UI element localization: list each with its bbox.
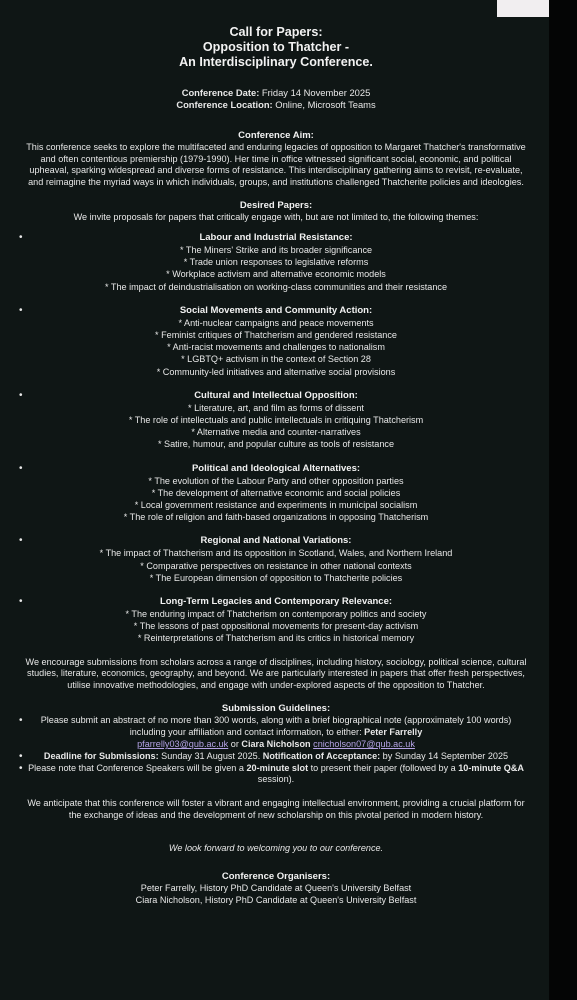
theme-item: * The Miners' Strike and its broader significance — [179, 244, 373, 255]
email-link-2[interactable]: cnicholson07@qub.ac.uk — [313, 739, 415, 750]
title-line-2: Opposition to Thatcher - — [202, 40, 350, 54]
organiser-name-1: Peter Farrelly — [364, 727, 423, 738]
theme-section — [19, 462, 530, 524]
theme-section — [19, 596, 530, 645]
theme-section — [19, 231, 530, 293]
notification-value: by Sunday 14 September 2025 — [380, 750, 509, 761]
qa-length: 10-minute Q&A — [458, 762, 524, 773]
date-value: Friday 14 November 2025 — [259, 87, 371, 98]
desired-section — [22, 200, 530, 224]
theme-item: * LGBTQ+ activism in the context of Section 28 — [181, 354, 371, 365]
organiser-line-2: Ciara Nicholson, History PhD Candidate at Queen's University Belfast — [135, 894, 417, 905]
theme-heading: Regional and National Variations: — [200, 535, 352, 547]
bullet: • — [19, 389, 23, 401]
theme-item: * Comparative perspectives on resistance in other national contexts — [140, 560, 412, 571]
guidelines-list — [19, 715, 530, 786]
themes-list — [19, 231, 530, 645]
theme-item: * Trade union responses to legislative reforms — [183, 257, 369, 268]
theme-item: * Feminist critiques of Thatcherism and gendered resistance — [155, 329, 397, 340]
bullet: • — [19, 462, 23, 474]
theme-item: * The enduring impact of Thatcherism on contemporary politics and society — [125, 609, 427, 620]
call-for-papers-document — [19, 25, 530, 906]
theme-heading: Cultural and Intellectual Opposition: — [194, 389, 358, 401]
theme-item: * Literature, art, and film as forms of dissent — [188, 402, 364, 413]
theme-item: * The development of alternative economic and social policies — [151, 487, 401, 498]
or-text: or — [228, 739, 242, 750]
theme-items — [22, 475, 530, 524]
theme-item: * The European dimension of opposition to Thatcherite policies — [149, 572, 403, 583]
deadline-label: Deadline for Submissions: — [43, 750, 159, 761]
conference-date — [22, 87, 530, 99]
guidelines-heading: Submission Guidelines: — [221, 703, 331, 715]
encourage-paragraph: We encourage submissions from scholars across a range of disciplines, including history, sociology, political science, cultural studies, literature, economics, geography, and beyond. We are particularly interested in papers that offer fresh perspectives, utilise innovative methodologies, and engage with under-explored aspects of the opposition to Thatcher. — [25, 656, 527, 690]
aim-text: This conference seeks to explore the multifaceted and enduring legacies of opposition to Margaret Thatcher's transformative and often contentious premiership (1979-1990). Her time in office witnessed significant social, economic, and political upheaval, sparking widespread and diverse forms of resistance. This interdisciplinary gathering aims to revisit, re-evaluate, and reimagine the myriad ways in which individuals, groups, and institutions challenged Thatcherite policies and ideologies. — [26, 142, 526, 187]
date-label: Conference Date: — [181, 87, 260, 98]
corner-patch — [497, 0, 549, 17]
closing-line — [22, 843, 530, 855]
bullet: • — [19, 304, 23, 316]
theme-section — [19, 535, 530, 584]
conference-location — [22, 99, 530, 111]
theme-item: * The role of intellectuals and public intellectuals in critiquing Thatcherism — [128, 415, 424, 425]
theme-item: * Community-led initiatives and alternative social provisions — [156, 366, 396, 377]
bullet: • — [19, 715, 23, 727]
conference-meta — [22, 87, 530, 111]
theme-item: * Anti-nuclear campaigns and peace movements — [178, 317, 374, 328]
theme-item: * The impact of Thatcherism and its opposition in Scotland, Wales, and Northern Ireland — [99, 548, 453, 559]
aim-section — [22, 130, 530, 188]
theme-item: * The role of religion and faith-based organizations in opposing Thatcherism — [123, 512, 429, 523]
location-value: Online, Microsoft Teams — [272, 99, 376, 110]
theme-item: * The evolution of the Labour Party and other opposition parties — [148, 475, 404, 486]
deadline-value: Sunday 31 August 2025. — [158, 750, 263, 761]
theme-item: * Alternative media and counter-narratives — [191, 427, 361, 438]
organiser-name-2: Ciara Nicholson — [241, 739, 311, 750]
theme-item: * Workplace activism and alternative economic models — [166, 269, 386, 280]
theme-item: * Reinterpretations of Thatcherism and its critics in historical memory — [137, 633, 415, 644]
theme-heading: Social Movements and Community Action: — [179, 304, 373, 316]
theme-items — [22, 402, 530, 451]
theme-item: * Anti-racist movements and challenges to nationalism — [167, 342, 385, 353]
notification-label: Notification of Acceptance: — [262, 750, 381, 761]
theme-item: * Local government resistance and experiments in municipal socialism — [134, 500, 418, 511]
organiser-line-1: Peter Farrelly, History PhD Candidate at Queen's University Belfast — [140, 882, 412, 893]
desired-intro: We invite proposals for papers that critically engage with, but are not limited to, the following themes: — [73, 212, 479, 223]
theme-item: * The lessons of past oppositional movements for present-day activism — [133, 621, 419, 632]
guideline-abstract-text: Please submit an abstract of no more than 300 words, along with a brief biographical note (approximately 100 words) including your affiliation and contact information, to either: — [40, 715, 512, 738]
guideline-item — [19, 750, 530, 763]
theme-items — [22, 317, 530, 378]
slot-text-2: to present their paper (followed by a — [308, 762, 459, 773]
theme-item: * Satire, humour, and popular culture as tools of resistance — [157, 439, 395, 450]
aim-heading: Conference Aim: — [238, 130, 314, 141]
theme-heading: Political and Ideological Alternatives: — [191, 462, 361, 474]
location-label: Conference Location: — [176, 99, 273, 110]
slot-length: 20-minute slot — [246, 762, 309, 773]
guideline-item — [19, 715, 530, 750]
theme-heading: Long-Term Legacies and Contemporary Relevance: — [159, 596, 393, 608]
title-line-3: An Interdisciplinary Conference. — [179, 55, 373, 69]
theme-items — [22, 244, 530, 293]
theme-section — [19, 389, 530, 451]
theme-section — [19, 304, 530, 378]
title-line-1: Call for Papers: — [229, 25, 323, 39]
organisers-section — [22, 871, 530, 906]
email-link-1[interactable]: pfarrelly03@qub.ac.uk — [137, 739, 229, 750]
bullet: • — [19, 762, 23, 774]
anticipate-paragraph: We anticipate that this conference will foster a vibrant and engaging intellectual environment, providing a crucial platform for the exchange of ideas and the development of new scholarship on this pivotal period in modern history. — [27, 798, 525, 820]
closing-text: We look forward to welcoming you to our conference. — [168, 843, 384, 854]
theme-items — [22, 608, 530, 645]
slot-text-3: session). — [257, 774, 295, 785]
bullet: • — [19, 231, 23, 243]
organisers-heading: Conference Organisers: — [221, 870, 331, 882]
theme-heading: Labour and Industrial Resistance: — [199, 231, 353, 243]
slot-text-1: Please note that Conference Speakers will be given a — [28, 762, 247, 773]
theme-item: * The impact of deindustrialisation on working-class communities and their resistance — [104, 281, 448, 292]
guideline-item — [19, 762, 530, 787]
bullet: • — [19, 535, 23, 547]
bullet: • — [19, 750, 23, 762]
bullet: • — [19, 596, 23, 608]
title-block — [22, 25, 530, 70]
theme-items — [22, 547, 530, 584]
desired-heading: Desired Papers: — [239, 200, 313, 212]
guidelines-section — [19, 703, 530, 786]
